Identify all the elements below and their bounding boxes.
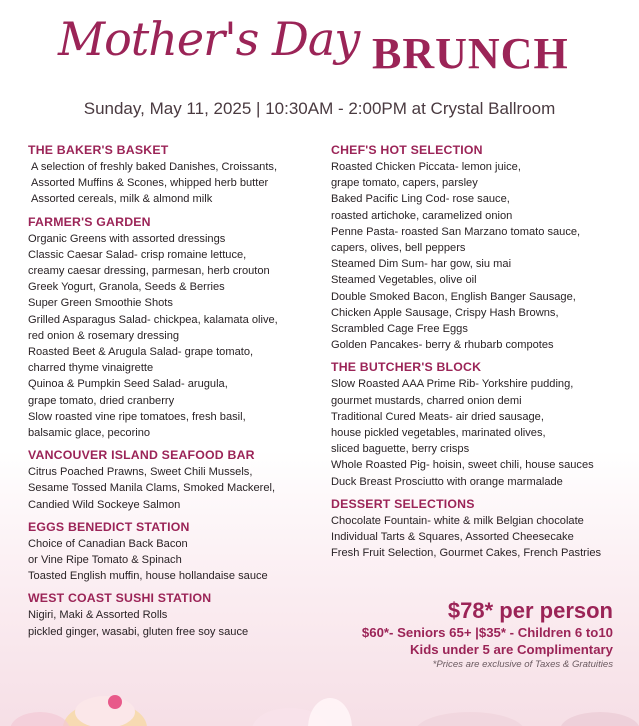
event-subtitle: Sunday, May 11, 2025 | 10:30AM - 2:00PM at Crystal Ballroom [83,99,556,118]
menu-line: Chocolate Fountain- white & milk Belgian chocolate [331,514,584,527]
header [0,0,639,130]
menu-line: creamy caesar dressing, parmesan, herb crouton [28,265,270,278]
menu-line: charred thyme vinaigrette [28,362,154,375]
menu-line: Assorted cereals, milk & almond milk [31,193,213,206]
menu-line: Traditional Cured Meats- air dried sausage, [331,410,544,423]
menu-line: Slow Roasted AAA Prime Rib- Yorkshire pudding, [331,378,574,391]
menu-line: Greek Yogurt, Granola, Seeds & Berries [28,281,225,294]
section-title: THE BAKER'S BASKET [28,143,169,157]
right-column [331,142,631,567]
menu-line: Individual Tarts & Squares, Assorted Cheesecake [331,531,574,544]
menu-line: Nigiri, Maki & Assorted Rolls [28,609,168,622]
menu-line: Classic Caesar Salad- crisp romaine lettuce, [28,248,247,261]
menu-line: roasted artichoke, caramelized onion [331,209,513,222]
menu-line: Slow roasted vine ripe tomatoes, fresh basil, [28,410,246,423]
section-title: FARMER'S GARDEN [28,214,151,229]
menu-line: Penne Pasta- roasted San Marzano tomato sauce, [331,225,581,238]
section-sushi-station [28,590,328,639]
brunch-title: BRUNCH [372,29,569,78]
pricing-block [362,598,613,672]
menu-line: Citrus Poached Prawns, Sweet Chili Mussels, [28,466,253,479]
menu-line: Roasted Chicken Piccata- lemon juice, [331,161,521,173]
menu-line: balsamic glace, pecorino [28,427,151,440]
menu-line: Golden Pancakes- berry & rhubarb compotes [331,339,554,352]
section-title: EGGS BENEDICT STATION [28,519,190,534]
menu-line: grape tomato, capers, parsley [331,177,478,190]
script-title: Mother's Day [58,12,360,66]
section-chefs-hot-selection [331,142,631,353]
menu-line: Roasted Beet & Arugula Salad- grape tomato, [28,346,254,359]
section-seafood-bar [28,447,328,513]
menu-line: Fresh Fruit Selection, Gourmet Cakes, French Pastries [331,547,602,560]
menu-line: or Vine Ripe Tomato & Spinach [28,554,182,567]
menu-line: Scrambled Cage Free Eggs [331,323,468,336]
menu-line: house pickled vegetables, marinated olives, [331,427,546,440]
menu-line: Duck Breast Prosciutto with orange marmalade [331,475,563,488]
section-title: VANCOUVER ISLAND SEAFOOD BAR [28,448,255,463]
section-title: THE BUTCHER'S BLOCK [331,360,482,375]
menu-line: capers, olives, bell peppers [331,242,466,255]
section-title: WEST COAST SUSHI STATION [28,591,212,606]
section-butchers-block [331,359,631,489]
section-dessert-selections [331,496,631,562]
menu-line: Grilled Asparagus Salad- chickpea, kalamata olive, [28,313,278,326]
menu-line: Double Smoked Bacon, English Banger Sausage, [331,290,576,303]
menu-line: Steamed Dim Sum- har gow, siu mai [331,258,512,271]
menu-line: Toasted English muffin, house hollandaise sauce [28,570,268,583]
menu-line: red onion & rosemary dressing [28,329,180,342]
menu-line: pickled ginger, wasabi, gluten free soy sauce [28,625,249,638]
menu-line: Steamed Vegetables, olive oil [331,274,477,287]
menu-line: Sesame Tossed Manila Clams, Smoked Mackerel, [28,482,276,495]
menu-line: Candied Wild Sockeye Salmon [28,498,181,511]
price-kids-note: Kids under 5 are Complimentary [410,642,613,657]
section-title: DESSERT SELECTIONS [331,496,475,511]
menu-line: Chicken Apple Sausage, Crispy Hash Browns, [331,306,559,319]
menu-line: Quinoa & Pumpkin Seed Salad- arugula, [28,378,228,391]
menu-line: A selection of freshly baked Danishes, Croissants, [31,161,278,173]
left-column [28,142,328,646]
section-bakers-basket [28,142,328,208]
menu-line: Super Green Smoothie Shots [28,297,173,310]
menu-line: Organic Greens with assorted dressings [28,232,226,245]
menu-line: Assorted Muffins & Scones, whipped herb butter [31,177,269,190]
menu-line: gourmet mustards, charred onion demi [331,394,522,407]
menu-line: Choice of Canadian Back Bacon [28,537,188,550]
menu-line: sliced baguette, berry crisps [331,443,470,456]
menu-line: Baked Pacific Ling Cod- rose sauce, [331,193,510,206]
section-title: CHEF'S HOT SELECTION [331,143,483,157]
menu-line: grape tomato, dried cranberry [28,394,175,407]
section-eggs-benedict [28,519,328,585]
price-disclaimer: *Prices are exclusive of Taxes & Gratuities [432,659,613,670]
price-seniors-children: $60*- Seniors 65+ |$35* - Children 6 to10 [361,625,613,640]
menu-line: Whole Roasted Pig- hoisin, sweet chili, house sauces [331,459,594,472]
price-per-person: $78* per person [447,598,613,623]
section-farmers-garden [28,214,328,442]
